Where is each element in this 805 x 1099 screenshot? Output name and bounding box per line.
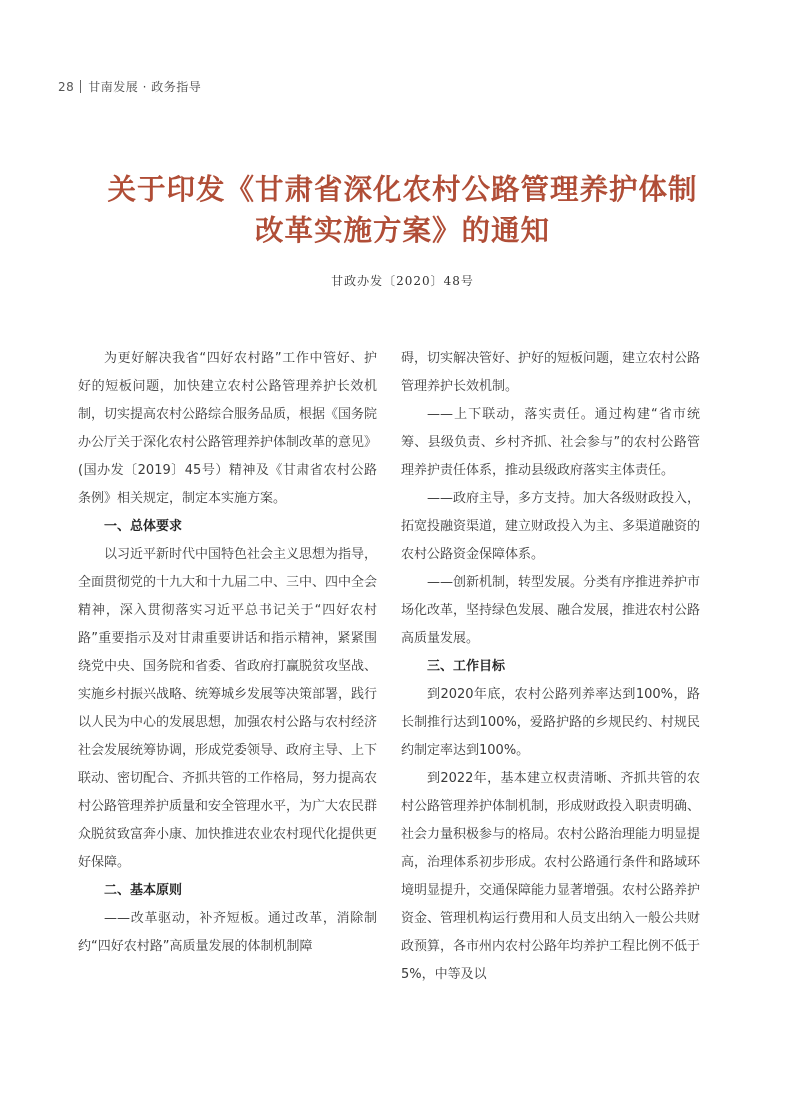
section-heading: 三、工作目标 [427, 659, 506, 674]
document-number: 甘政办发〔2020〕48号 [331, 274, 474, 288]
page-number: 28 [58, 79, 75, 94]
section-heading: 一、总体要求 [104, 519, 183, 534]
body-paragraph: 以习近平新时代中国特色社会主义思想为指导，全面贯彻党的十九大和十九届二中、三中、四中全会精神，深入贯彻落实习近平总书记关于“四好农村路”重要指示及对甘肃重要讲话和指示精神，紧紧围绕党中央、国务院和省委、省政府打赢脱贫攻坚战、实施乡村振兴战略、统筹城乡发展等决策部署，践行以人民为中心的发展思想，加强农村公路与农村经济社会发展统筹协调，形成党委领导、政府主导、上下联动、密切配合、齐抓共管的工作格局，努力提高农村公路管理养护质量和安全管理水平，为广大农民群众脱贫致富奔小康、加快推进农业农村现代化提供更好保障。 [78, 547, 378, 870]
running-header [58, 78, 201, 95]
section-heading: 二、基本原则 [104, 883, 183, 898]
header-divider [80, 80, 81, 93]
body-paragraph: ——上下联动，落实责任。通过构建“省市统筹、县级负责、乡村齐抓、社会参与”的农村公路管理养护责任体系，推动县级政府落实主体责任。 [401, 407, 700, 478]
body-paragraph: ——政府主导，多方支持。加大各级财政投入，拓宽投融资渠道，建立财政投入为主、多渠道融资的农村公路资金保障体系。 [401, 491, 701, 562]
journal-section: 甘南发展 · 政务指导 [88, 80, 202, 94]
left-column [78, 345, 377, 961]
body-paragraph: ——改革驱动，补齐短板。通过改革，消除制约“四好农村路”高质量发展的体制机制障 [78, 911, 377, 954]
body-paragraph: 到2020年底，农村公路列养率达到100%，路长制推行达到100%，爱路护路的乡规民约、村规民约制定率达到100%。 [401, 687, 700, 758]
right-column [401, 345, 700, 989]
body-paragraph-continued: 碍，切实解决管好、护好的短板问题，建立农村公路管理养护长效机制。 [401, 351, 701, 394]
body-paragraph: 为更好解决我省“四好农村路”工作中管好、护好的短板问题，加快建立农村公路管理养护长效机制，切实提高农村公路综合服务品质，根据《国务院办公厅关于深化农村公路管理养护体制改革的意见》(国办发〔2019〕45号）精神及《甘肃省农村公路条例》相关规定，制定本实施方案。 [78, 351, 378, 506]
body-paragraph: ——创新机制，转型发展。分类有序推进养护市场化改革，坚持绿色发展、融合发展，推进农村公路高质量发展。 [401, 575, 701, 646]
title-line-1: 关于印发《甘肃省深化农村公路管理养护体制 [107, 172, 698, 206]
body-paragraph: 到2022年，基本建立权责清晰、齐抓共管的农村公路管理养护体制机制，形成财政投入职责明确、社会力量积极参与的格局。农村公路治理能力明显提高，治理体系初步形成。农村公路通行条件和路域环境明显提升，交通保障能力显著增强。农村公路养护资金、管理机构运行费用和人员支出纳入一般公共财政预算，各市州内农村公路年均养护工程比例不低于5%，中等及以 [401, 771, 701, 982]
document-title [0, 170, 805, 249]
title-line-2: 改革实施方案》的通知 [254, 213, 550, 247]
